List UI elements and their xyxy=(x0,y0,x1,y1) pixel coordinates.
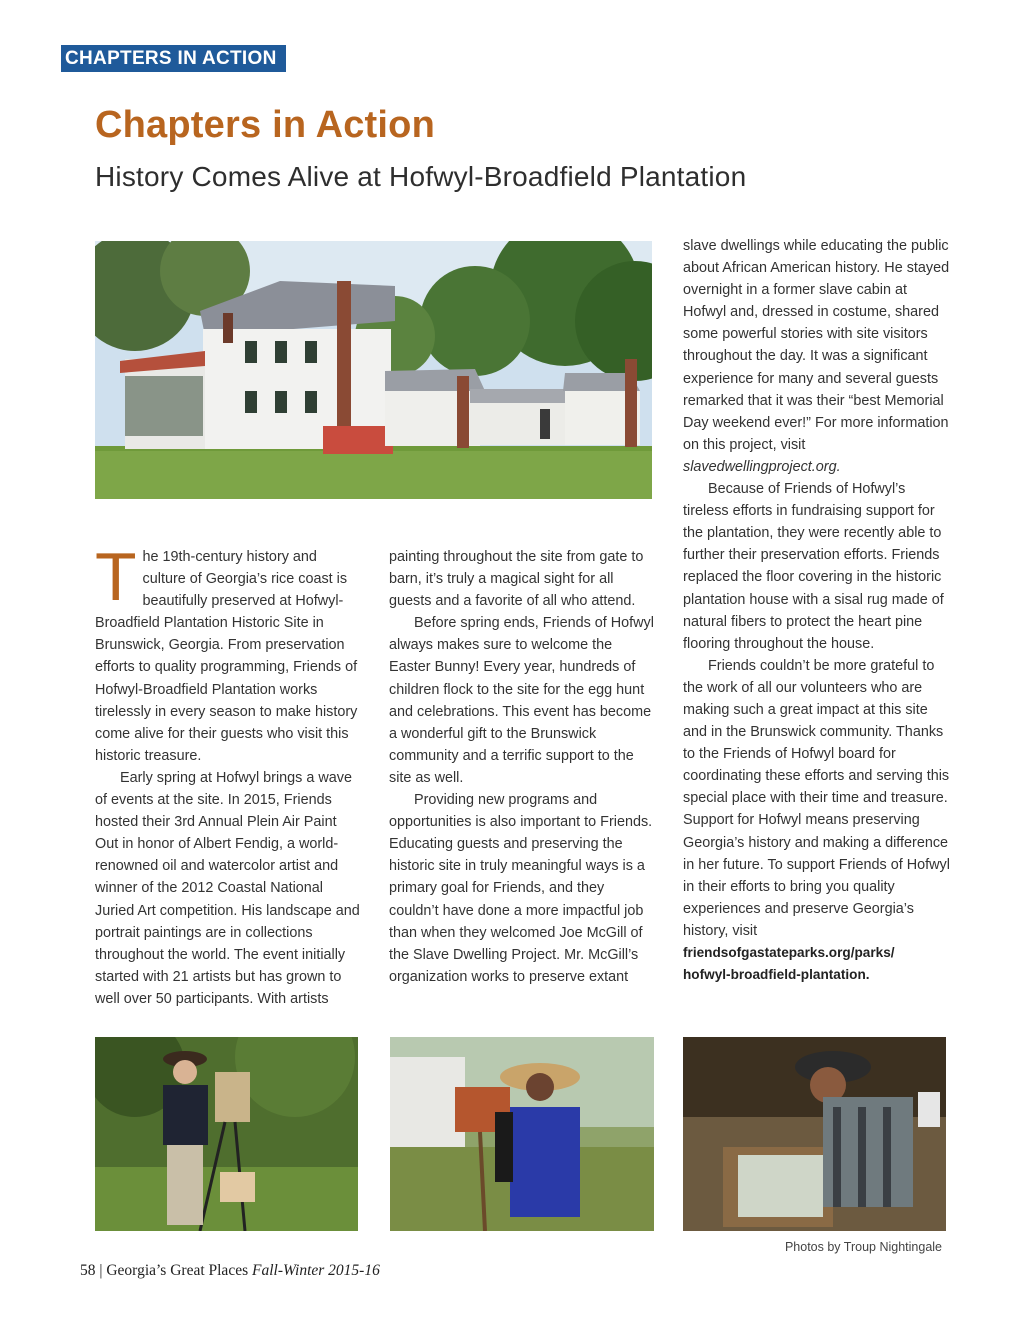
column-2-paragraph-1: painting throughout the site from gate to barn, it’s truly a magical sight for all guests and a favorite of all who attend. xyxy=(389,549,644,610)
publication-name: Georgia’s Great Places xyxy=(106,1262,249,1279)
article-column-1 xyxy=(95,539,363,1010)
subhead: History Comes Alive at Hofwyl-Broadfield Plantation xyxy=(95,161,747,192)
column-1-paragraph-2: Early spring at Hofwyl brings a wave of events at the site. In 2015, Friends hosted their 3rd Annual Plein Air Paint Out in honor of Albert Fendig, a world-renowned oil and watercolor artist and winner of the 2012 Coastal National Juried Art competition. His landscape and portrait paintings are in collections throughout the world. The event initially started with 21 artists but has grown to well over 50 participants. With artists xyxy=(95,769,360,1007)
column-1-paragraph-1: he 19th-century history and culture of Georgia’s rice coast is beautifully preserved at Hofwyl-Broadfield Plantation Historic Site in Brunswick, Georgia. From preservation efforts to quality programming, Friends of Hofwyl-Broadfield Plantation works tirelessly in every season to make history come alive for their guests who visit this historic treasure. xyxy=(95,549,358,764)
column-3-paragraph-3: Friends couldn’t be more grateful to the work of all our volunteers who are making such a great impact at this site and in the Brunswick community. Thanks to the Friends of Hofwyl board for coordinating these efforts and serving this special place with their time and treasure. Support for Hofwyl means preserving Georgia’s history and making a difference in her future. To support Friends of Hofwyl in their efforts to bring you quality experiences and preserve Georgia’s history, visit xyxy=(683,657,950,939)
section-tag: CHAPTERS IN ACTION xyxy=(61,45,286,72)
friends-link-line-2[interactable]: hofwyl-broadfield-plantation. xyxy=(683,967,870,983)
headline: Chapters in Action xyxy=(95,104,435,146)
painter-with-cap-photo xyxy=(683,1037,946,1231)
column-3-paragraph-2: Because of Friends of Hofwyl’s tireless efforts in fundraising support for the plantation, they were recently able to further their preservation efforts. Friends replaced the floor covering in the historic plantation house with a sisal rug made of natural fibers to protect the heart pine flooring throughout the house. xyxy=(683,481,944,652)
issue-name: Fall-Winter 2015-16 xyxy=(251,1262,380,1279)
page-footer xyxy=(80,1262,380,1280)
painter-with-hat-photo xyxy=(95,1037,358,1231)
column-2-paragraph-2: Before spring ends, Friends of Hofwyl always makes sure to welcome the Easter Bunny! Every year, hundreds of children flock to the site for the egg hunt and celebrations. This event has become a wonderful gift to the Brunswick community and a terrific support to the site as well. xyxy=(389,615,654,786)
column-2-paragraph-3: Providing new programs and opportunities is also important to Friends. Educating guests and preserving the historic site in truly meaningful ways is a primary goal for Friends, and they couldn’t have done a more impactful job than when they welcomed Joe McGill of the Slave Dwelling Project. Mr. McGill’s organization works to preserve extant xyxy=(389,792,653,985)
slave-dwelling-link[interactable]: slavedwellingproject.org. xyxy=(683,458,841,475)
footer-separator: | xyxy=(99,1262,103,1279)
photo-credit: Photos by Troup Nightingale xyxy=(784,1240,942,1254)
column-3-paragraph-1: slave dwellings while educating the public about African American history. He stayed overnight in a former slave cabin at Hofwyl and, dressed in costume, shared some powerful stories with site visitors throughout the day. It was a significant experience for many and several guests remarked that it was their “best Memorial Day weekend ever!” For more information on this project, visit xyxy=(683,238,950,453)
page-number: 58 xyxy=(80,1262,96,1279)
drop-cap: T xyxy=(95,539,137,615)
painter-with-straw-hat-photo xyxy=(390,1037,654,1231)
friends-link-line-1[interactable]: friendsofgastateparks.org/parks/ xyxy=(683,945,895,960)
plantation-house-photo xyxy=(95,241,652,499)
article-column-3 xyxy=(683,235,953,986)
article-column-2 xyxy=(389,546,655,988)
